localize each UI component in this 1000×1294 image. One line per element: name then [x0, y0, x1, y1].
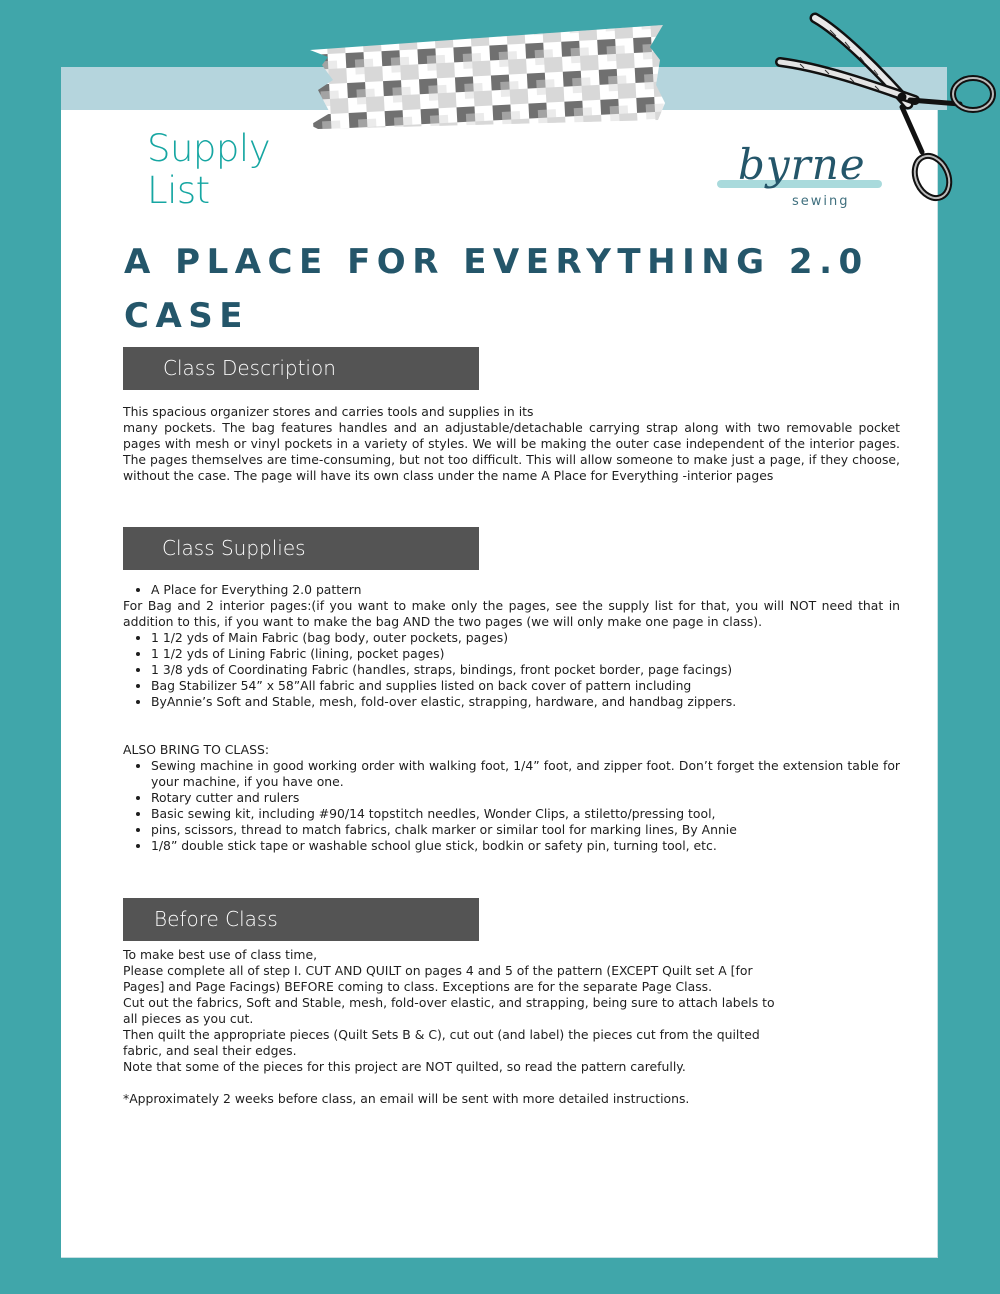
list-item: • 1/8” double stick tape or washable school glue stick, bodkin or safety pin, turning tool, etc. [151, 838, 900, 854]
list-item: • 1 3/8 yds of Coordinating Fabric (handles, straps, bindings, front pocket border, page facings) [151, 662, 900, 678]
list-item: • pins, scissors, thread to match fabrics, chalk marker or similar tool for marking lines, By Annie [151, 822, 900, 838]
section-header-class-description: Class Description [123, 347, 479, 390]
logo-wordmark: byrne [738, 140, 866, 189]
before-class-line: Then quilt the appropriate pieces (Quilt Sets B & C), cut out (and label) the pieces cut from the quilted fabric, and seal their edges. [123, 1027, 760, 1058]
before-class-line: Cut out the fabrics, Soft and Stable, mesh, fold-over elastic, and strapping, being sure to attach labels to all pieces as you cut. [123, 995, 775, 1026]
also-bring-list [123, 758, 900, 854]
list-item: • Sewing machine in good working order with walking foot, 1/4” foot, and zipper foot. Don’t forget the extension table for your machine, if you have one. [151, 758, 900, 790]
list-item: • ByAnnie’s Soft and Stable, mesh, fold-over elastic, strapping, hardware, and handbag zippers. [151, 694, 900, 710]
description-first-line: This spacious organizer stores and carries tools and supplies in its [123, 404, 534, 419]
fabric-list [123, 630, 900, 710]
before-class-line: Please complete all of step I. CUT AND QUILT on pages 4 and 5 of the pattern (EXCEPT Quilt set A [for Pages] and Page Facings) BEFORE coming to class. Exceptions are for the separate Page Class. [123, 963, 753, 994]
supply-label-line1: Supply [147, 127, 271, 170]
section-header-before-class: Before Class [123, 898, 479, 941]
before-class-line: To make best use of class time, [123, 947, 318, 962]
page-title: A PLACE FOR EVERYTHING 2.0 CASE [124, 242, 869, 336]
section-header-class-supplies: Class Supplies [123, 527, 479, 570]
logo-subtitle: sewing [792, 194, 850, 209]
list-item: • Rotary cutter and rulers [151, 790, 900, 806]
before-class-line: Note that some of the pieces for this project are NOT quilted, so read the pattern carefully. [123, 1059, 686, 1074]
supply-label-line2: List [147, 169, 210, 212]
list-item: • 1 1/2 yds of Main Fabric (bag body, outer pockets, pages) [151, 630, 900, 646]
byrne-sewing-logo [712, 140, 892, 220]
description-body: many pockets. The bag features handles and an adjustable/detachable carrying strap along with two removable pocket pages with mesh or vinyl pockets in a variety of styles. We will be making the outer case independent of the interior pages. The pages themselves are time-consuming, but not too difficult. This will allow someone to make just a page, if they choose, without the case. The page will have its own class under the name A Place for Everything -interior pages [123, 420, 900, 483]
before-class-footnote: *Approximately 2 weeks before class, an email will be sent with more detailed instructions. [123, 1091, 690, 1106]
supplies-note: For Bag and 2 interior pages:(if you want to make only the pages, see the supply list for that, you will NOT need that in addition to this, if you want to make the bag AND the two pages (we will only make one page in class). [123, 598, 900, 629]
list-item: • Bag Stabilizer 54” x 58”All fabric and supplies listed on back cover of pattern including [151, 678, 900, 694]
supply-list-label [147, 128, 270, 212]
list-item: • Basic sewing kit, including #90/14 topstitch needles, Wonder Clips, a stiletto/pressing tool, [151, 806, 900, 822]
class-description-text [123, 404, 900, 484]
list-item: • A Place for Everything 2.0 pattern [151, 582, 900, 598]
class-supplies-content [123, 582, 900, 854]
checkered-tape-decoration [308, 25, 668, 130]
before-class-content [123, 947, 783, 1107]
also-bring-label: ALSO BRING TO CLASS: [123, 742, 269, 757]
list-item: • 1 1/2 yds of Lining Fabric (lining, pocket pages) [151, 646, 900, 662]
pattern-list [123, 582, 900, 598]
